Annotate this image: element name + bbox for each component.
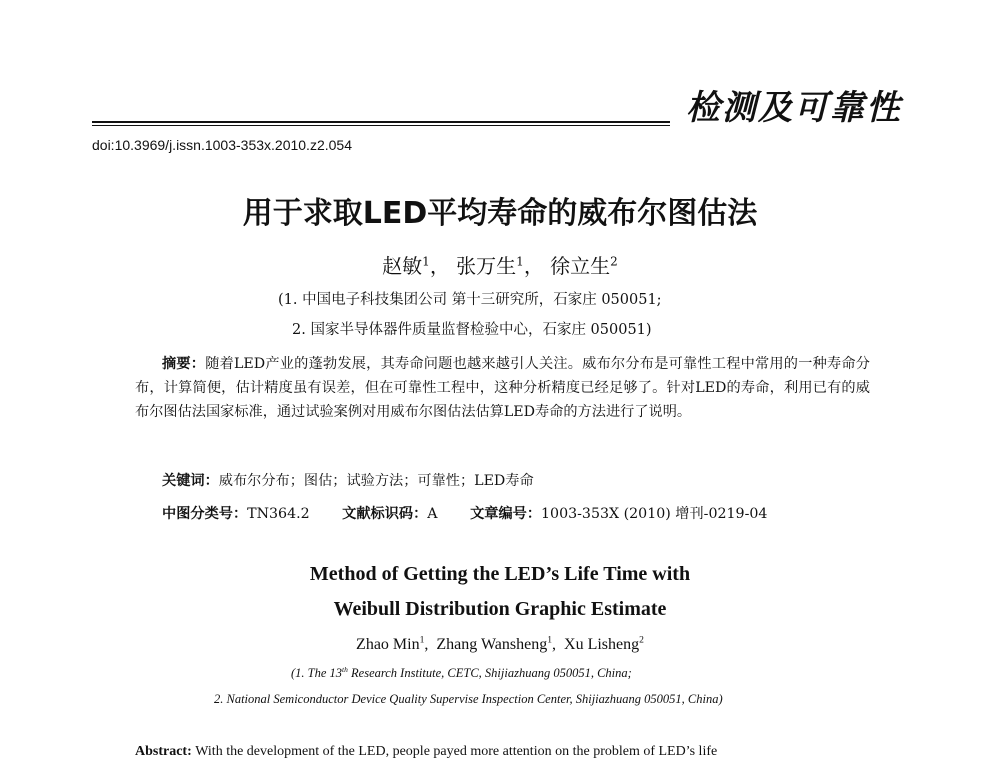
english-title-line-2: Weibull Distribution Graphic Estimate [333,598,667,620]
author-name: 徐立生 [550,254,611,278]
abstract-label: 摘要： [162,356,206,372]
header-rule-thin [92,125,670,126]
english-affiliation-1: (1. The 13th Research Institute, CETC, Shijiazhuang 050051, China; [291,664,632,680]
chinese-affiliation-2: 2. 国家半导体器件质量监督检验中心，石家庄 050051) [292,322,652,338]
english-abstract-label: Abstract: [135,744,192,759]
keywords-text: 威布尔分布；图估；试验方法；可靠性；LED寿命 [218,473,534,489]
doc-code-value: A [427,506,438,522]
classification-line [162,503,795,523]
class-number-value: TN364.2 [247,506,310,522]
author-affiliation-mark: 1 [516,254,524,269]
chinese-affiliation-1: (1. 中国电子科技集团公司 第十三研究所，石家庄 050051; [278,292,662,308]
doc-code-label: 文献标识码： [342,506,428,522]
english-affiliation-2: 2. National Semiconductor Device Quality Supervise Inspection Center, Shijiazhuang 050051, China) [214,692,723,706]
chinese-authors: 赵敏$^1$， 张万生$^1$， 徐立生$^2$ [382,254,618,278]
english-authors: Zhao Min$^1$, Zhang Wansheng$^1$, Xu Lisheng$^2$ [356,634,644,653]
chinese-keywords [162,470,534,490]
author-affiliation-mark: 1 [547,634,553,646]
author-affiliation-mark: 2 [639,634,644,646]
author-name: Zhao Min [356,636,420,653]
class-number-label: 中图分类号： [162,506,248,522]
english-abstract [135,744,895,760]
author-name: Zhang Wansheng [436,636,548,653]
doi: doi:10.3969/j.issn.1003-353x.2010.z2.054 [92,137,352,153]
author-name: Xu Lisheng [564,636,640,653]
author-name: 赵敏 [382,254,423,278]
header-rule [92,121,670,123]
english-abstract-text: With the development of the LED, people payed more attention on the problem of LED’s life [195,744,718,759]
chinese-title: 用于求取LED平均寿命的威布尔图估法 [242,196,758,231]
author-affiliation-mark: 1 [419,634,425,646]
abstract-text: 随着LED产业的蓬勃发展，其寿命问题也越来越引人关注。威布尔分布是可靠性工程中常用的一种寿命分布，计算简便，估计精度虽有误差，但在可靠性工程中，这种分析精度已经足够了。针对LED的寿命，利用已有的威布尔图估法国家标准，通过试验案例对用威布尔图估法估算LED寿命的方法进行了说明。 [135,356,870,420]
article-number-label: 文章编号： [470,506,542,522]
column-title: 检测及可靠性 [686,88,902,128]
article-number-value: 1003-353X (2010) 增刊-0219-04 [541,506,768,522]
keywords-label: 关键词： [162,473,219,489]
chinese-abstract [135,352,870,424]
author-affiliation-mark: 1 [422,254,430,269]
author-name: 张万生 [456,254,517,278]
author-affiliation-mark: 2 [610,254,618,269]
english-title-line-1: Method of Getting the LED’s Life Time with [309,563,691,585]
